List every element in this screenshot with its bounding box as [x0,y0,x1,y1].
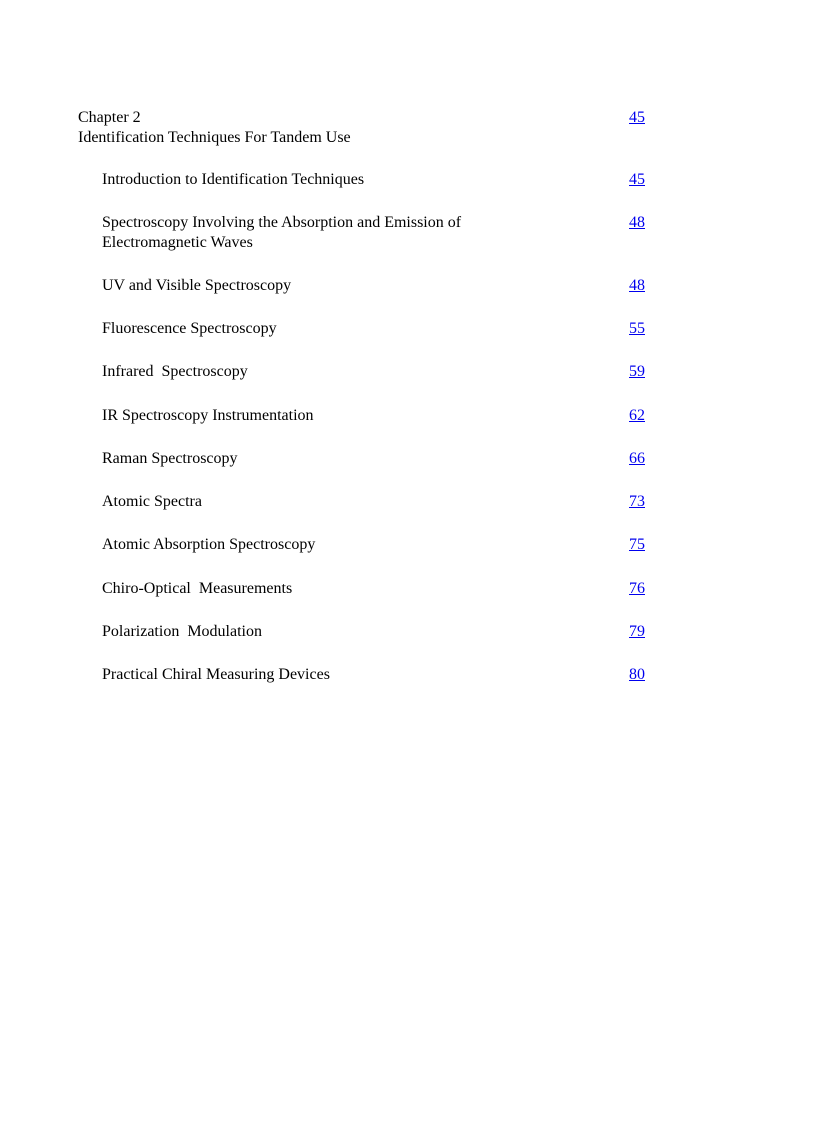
toc-entry-page-link[interactable]: 55 [629,320,645,337]
toc-entry-title-line: Infrared Spectroscopy [102,363,248,380]
toc-entry-page-link[interactable]: 66 [629,450,645,467]
chapter-title: Identification Techniques For Tandem Use [78,129,351,146]
toc-entry-title-line: Chiro-Optical Measurements [102,580,293,597]
toc-entry-title [102,276,291,296]
toc-entry-title-line: Polarization Modulation [102,623,262,640]
toc-entry-title-line: IR Spectroscopy Instrumentation [102,407,314,424]
toc-entry-title-line: Introduction to Identification Techniques [102,171,365,188]
toc-entry-title [102,579,292,599]
toc-entry-title-line: Atomic Absorption Spectroscopy [102,536,316,553]
toc-entry-title [102,622,262,642]
toc-entry-page-link[interactable]: 48 [629,214,645,231]
toc-entry-page-link[interactable]: 79 [629,623,645,640]
toc-entry-title-line: Spectroscopy Involving the Absorption and Emission of [102,214,462,231]
toc-entry-title-line: Raman Spectroscopy [102,450,238,467]
toc-entry-title [102,213,461,253]
toc-entry-title [102,535,315,555]
toc-entry-title-line: Atomic Spectra [102,493,202,510]
toc-entry-page-link[interactable]: 75 [629,536,645,553]
toc-entry-page-link[interactable]: 62 [629,407,645,424]
toc-entry-title [102,665,330,685]
toc-entry-title-line: Electromagnetic Waves [102,234,253,251]
toc-entry-title [102,170,364,190]
toc-entry-page-link[interactable]: 73 [629,493,645,510]
chapter-label: Chapter 2 [78,109,141,126]
chapter-heading [78,108,351,148]
toc-entry-page-link[interactable]: 45 [629,171,645,188]
toc-entry-page-link[interactable]: 48 [629,277,645,294]
toc-entry-title [102,492,202,512]
toc-entry-title [102,449,238,469]
chapter-page-link[interactable]: 45 [629,109,645,126]
toc-entry-title [102,362,248,382]
toc-entry-page-link[interactable]: 76 [629,580,645,597]
toc-entry-title-line: Practical Chiral Measuring Devices [102,666,330,683]
toc-entry-title [102,406,314,426]
toc-entry-title [102,319,277,339]
toc-entry-title-line: Fluorescence Spectroscopy [102,320,277,337]
toc-entry-title-line: UV and Visible Spectroscopy [102,277,292,294]
toc-entry-page-link[interactable]: 80 [629,666,645,683]
toc-entry-page-link[interactable]: 59 [629,363,645,380]
